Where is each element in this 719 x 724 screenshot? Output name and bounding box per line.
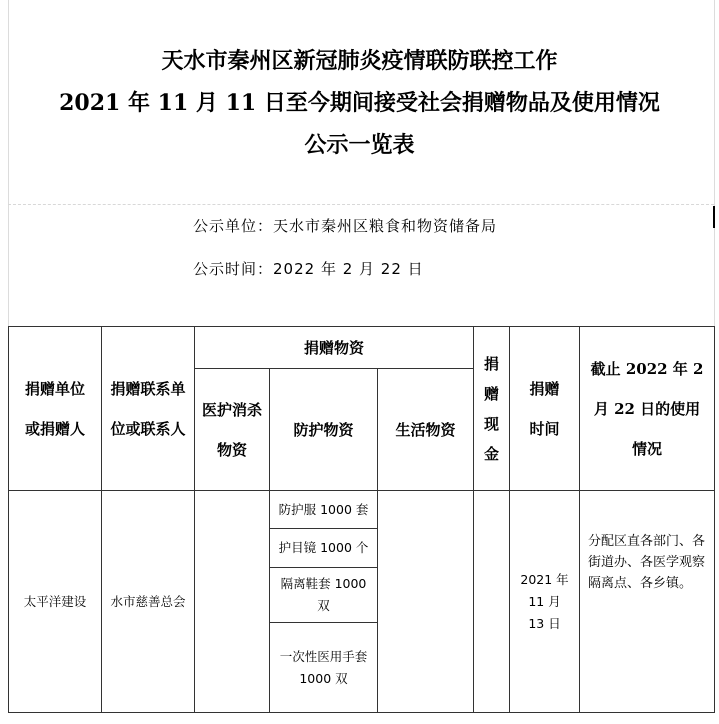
cell-cash <box>474 491 510 713</box>
page-title-line-3: 公示一览表 <box>304 132 415 158</box>
list-item: 隔离鞋套 1000 双 <box>270 568 377 623</box>
table-row <box>9 491 715 713</box>
header-donor: 捐赠单位或捐赠人 <box>9 327 102 491</box>
header-medical: 医护消杀物资 <box>195 369 270 491</box>
cell-protective <box>270 491 378 713</box>
grid-line <box>8 204 714 205</box>
header-cash: 捐赠现金 <box>474 327 510 491</box>
cell-medical <box>195 491 270 713</box>
publish-date: 公示时间：2022 年 2 月 22 日 <box>193 260 424 278</box>
text-cursor <box>713 206 715 228</box>
cell-usage: 分配区直各部门、各街道办、各医学观察隔离点、各乡镇。 <box>580 491 715 713</box>
header-goods: 捐赠物资 <box>195 327 474 369</box>
cell-contact: 水市慈善总会 <box>102 491 195 713</box>
list-item: 一次性医用手套 1000 双 <box>279 648 368 686</box>
header-protective: 防护物资 <box>270 369 378 491</box>
publish-unit: 公示单位：天水市秦州区粮食和物资储备局 <box>193 217 498 235</box>
header-living: 生活物资 <box>378 369 474 491</box>
header-usage: 截止 2022 年 2 月 22 日的使用情况 <box>580 327 715 491</box>
page-title-line-1: 天水市秦州区新冠肺炎疫情联防联控工作 <box>161 48 558 74</box>
cell-donor: 太平洋建设 <box>9 491 102 713</box>
list-item: 防护服 1000 套 <box>270 491 377 529</box>
list-item: 护目镜 1000 个 <box>270 529 377 568</box>
header-contact: 捐赠联系单位或联系人 <box>102 327 195 491</box>
header-time: 捐赠时间 <box>510 327 580 491</box>
cell-living <box>378 491 474 713</box>
cell-time: 2021 年 11 月 13 日 <box>510 491 580 713</box>
page-title-line-2: 2021 年 11 月 11 日至今期间接受社会捐赠物品及使用情况 <box>59 90 660 116</box>
donation-table <box>8 326 715 713</box>
